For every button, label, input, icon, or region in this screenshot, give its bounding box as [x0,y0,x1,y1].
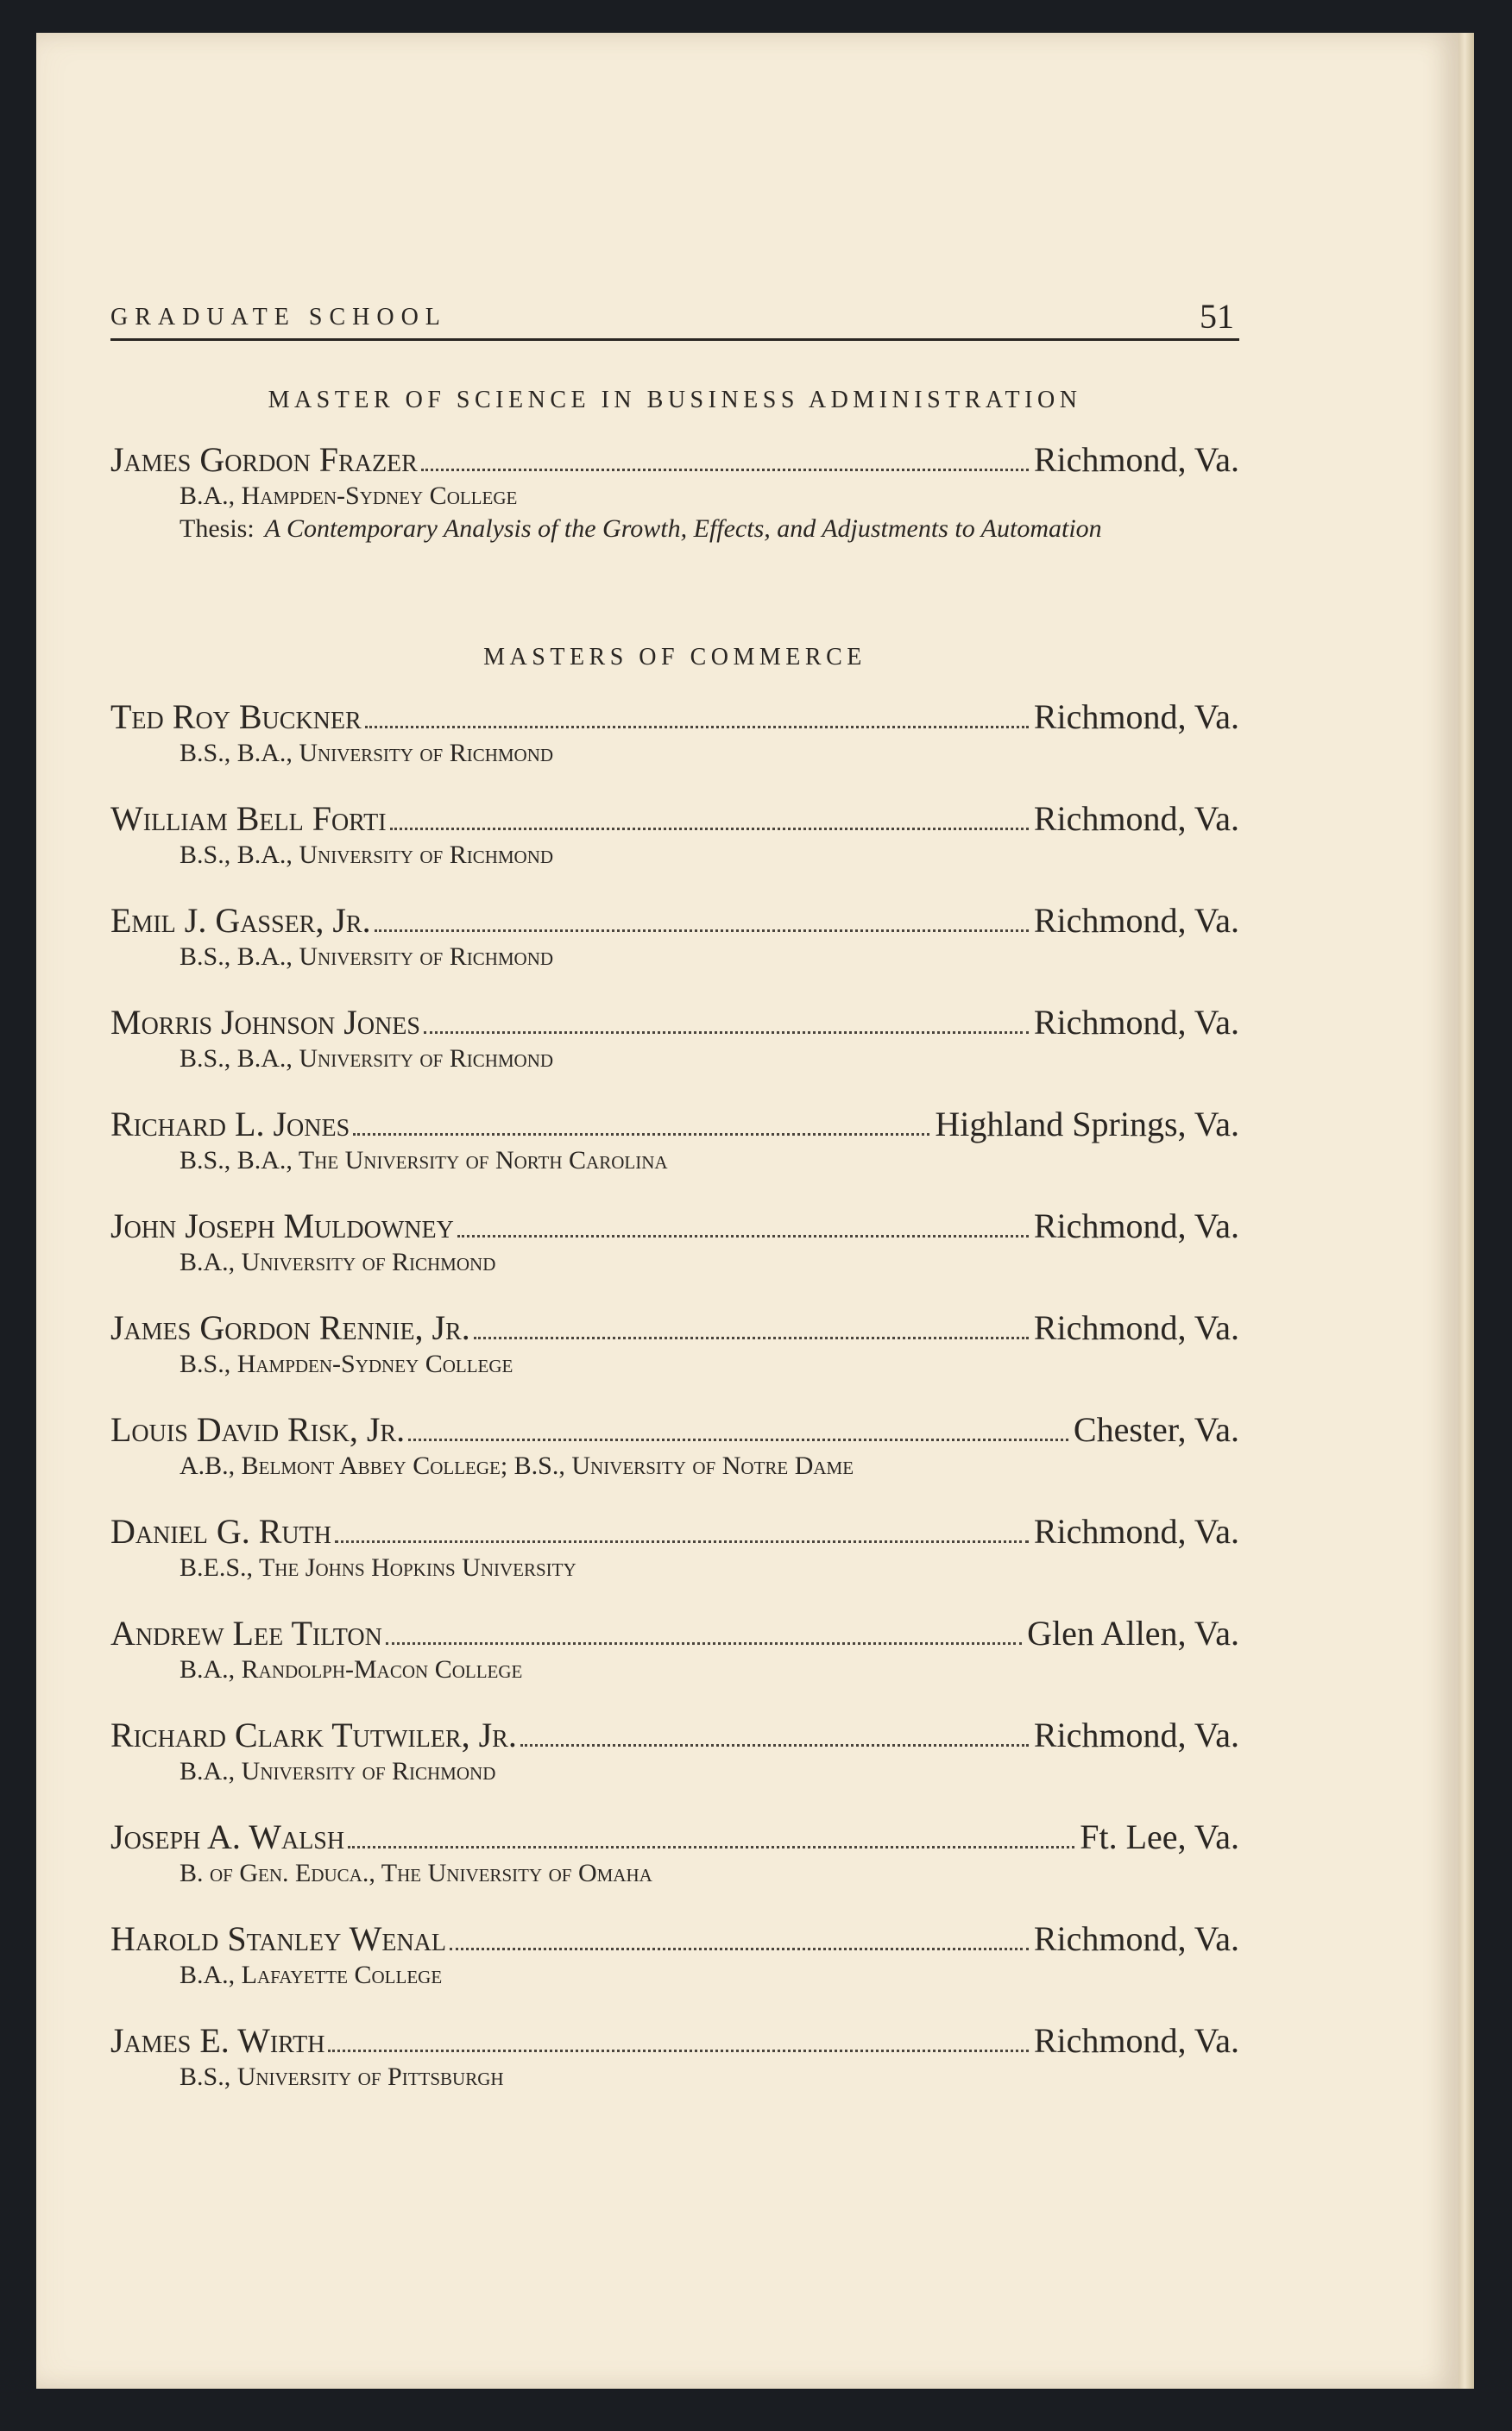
entry-name: William Bell Forti [110,799,387,838]
entry-ruth [110,1512,1239,1584]
entry-degree: B.E.S., The Johns Hopkins University [180,1553,576,1582]
dot-leader [457,1235,1029,1238]
entry-name: James Gordon Rennie, Jr. [110,1308,470,1347]
section-title-msba: MASTER OF SCIENCE IN BUSINESS ADMINISTRATION [268,387,1082,413]
entry-degree: A.B., Belmont Abbey College; B.S., University of Notre Dame [180,1452,854,1480]
dot-leader [408,1439,1068,1441]
section-title-commerce: MASTERS OF COMMERCE [483,644,866,671]
entry-place: Richmond, Va. [1033,901,1239,940]
entry-name: Andrew Lee Tilton [110,1614,382,1653]
entry-name: Richard Clark Tutwiler, Jr. [110,1716,517,1754]
entry-wenal [110,1919,1239,1992]
entry-degree: B.A., University of Richmond [180,1248,496,1276]
entry-name: Harold Stanley Wenal [110,1919,446,1958]
page-number: 51 [1200,297,1234,336]
dot-leader [474,1337,1029,1339]
entry-place: Chester, Va. [1073,1410,1239,1449]
entry-richard-jones [110,1105,1239,1177]
entry-place: Richmond, Va. [1033,1919,1239,1958]
entry-degree: B.S., B.A., University of Richmond [180,739,554,767]
entry-name: John Joseph Muldowney [110,1206,454,1245]
dot-leader [390,828,1029,830]
entry-place: Richmond, Va. [1033,1206,1239,1245]
entry-muldowney [110,1206,1239,1279]
entry-wirth [110,2021,1239,2094]
entry-place: Richmond, Va. [1033,2021,1239,2060]
book-page [36,33,1458,2389]
entry-name: James Gordon Frazer [110,440,418,479]
dot-leader [520,1744,1029,1747]
dot-leader [421,469,1029,471]
entry-degree: B.S., University of Pittsburgh [180,2063,504,2091]
dot-leader [353,1133,929,1136]
running-title: GRADUATE SCHOOL [110,304,447,331]
entry-degree: B.S., Hampden-Sydney College [180,1350,513,1378]
dot-leader [386,1642,1022,1645]
entry-place: Richmond, Va. [1033,1003,1239,1042]
entry-name: Emil J. Gasser, Jr. [110,901,371,940]
entry-place: Glen Allen, Va. [1027,1614,1239,1653]
thesis-label: Thesis: [180,514,255,543]
dot-leader [335,1540,1029,1543]
entry-buckner [110,697,1239,770]
entry-degree: B. of Gen. Educa., The University of Omaha [180,1859,652,1887]
dot-leader [328,2050,1028,2052]
entry-degree: B.S., B.A., University of Richmond [180,942,554,971]
entry-thesis [180,513,1239,545]
entry-degree: B.A., Hampden-Sydney College [180,482,518,510]
entry-rennie [110,1308,1239,1381]
entry-place: Richmond, Va. [1033,799,1239,838]
running-header [110,292,1239,341]
entry-walsh [110,1817,1239,1890]
entry-degree: B.A., Randolph-Macon College [180,1655,523,1684]
entry-name: Joseph A. Walsh [110,1817,345,1856]
entry-place: Ft. Lee, Va. [1080,1817,1239,1856]
entry-place: Richmond, Va. [1033,1308,1239,1347]
entry-tilton [110,1614,1239,1686]
entry-name: James E. Wirth [110,2021,325,2060]
entry-forti [110,799,1239,872]
dot-leader [424,1031,1029,1034]
page-edge [1458,33,1474,2389]
dot-leader [375,929,1029,932]
entry-place: Richmond, Va. [1033,1716,1239,1754]
thesis-title: A Contemporary Analysis of the Growth, Effects, and Adjustments to Automation [264,514,1102,543]
entry-degree: B.S., B.A., University of Richmond [180,841,554,869]
entry-gasser [110,901,1239,973]
entry-place: Richmond, Va. [1033,440,1239,479]
entry-place: Richmond, Va. [1033,697,1239,736]
entry-name: Ted Roy Buckner [110,697,362,736]
entry-name: Morris Johnson Jones [110,1003,420,1042]
entry-degree: B.S., B.A., University of Richmond [180,1044,554,1073]
entry-degree: B.A., Lafayette College [180,1961,443,1989]
entry-morris-jones [110,1003,1239,1075]
dot-leader [348,1846,1074,1848]
entry-name: Daniel G. Ruth [110,1512,331,1551]
entry-degree: B.S., B.A., The University of North Carolina [180,1146,668,1175]
entry-name: Richard L. Jones [110,1105,350,1143]
entry-degree: B.A., University of Richmond [180,1757,496,1785]
entry-frazer [110,440,1239,545]
entry-place: Richmond, Va. [1033,1512,1239,1551]
dot-leader [365,726,1029,728]
entry-risk [110,1410,1239,1483]
dot-leader [450,1948,1029,1950]
entry-place: Highland Springs, Va. [935,1105,1239,1143]
entry-tutwiler [110,1716,1239,1788]
entry-name: Louis David Risk, Jr. [110,1410,406,1449]
